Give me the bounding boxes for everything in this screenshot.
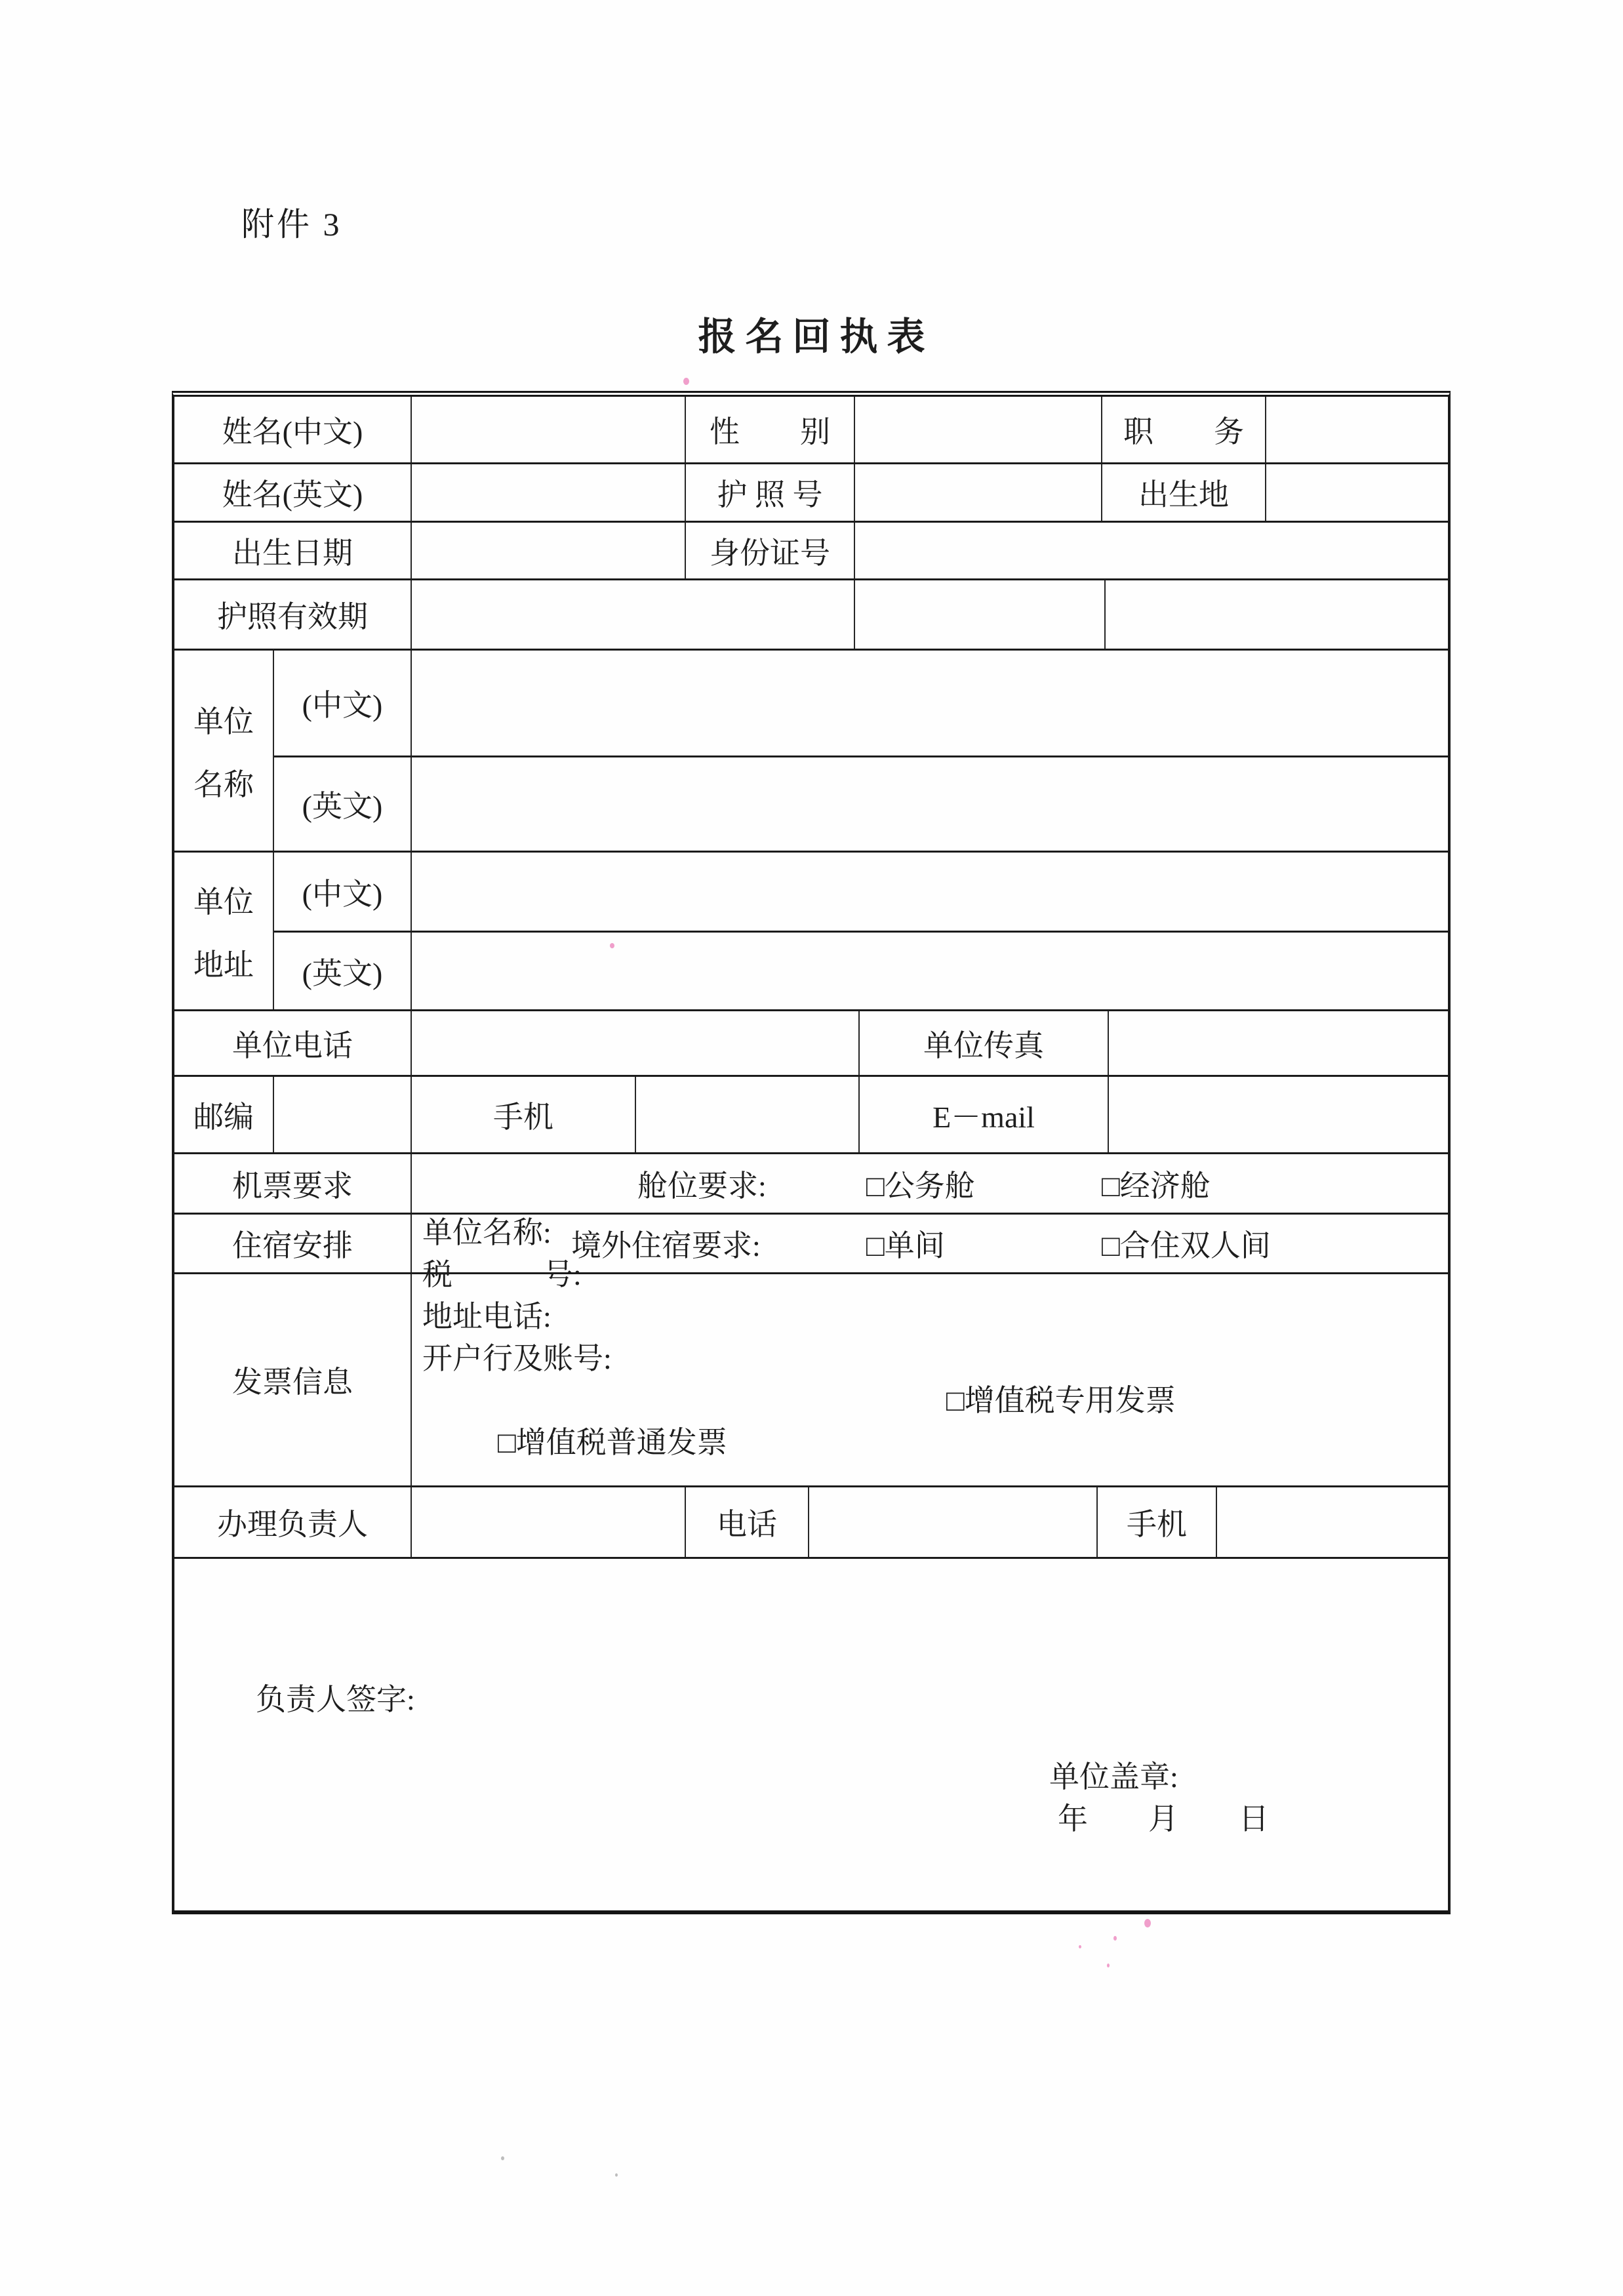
birth-date-value-cell	[412, 523, 686, 578]
email-value-cell	[1109, 1077, 1448, 1152]
invoice-org-name-line: 单位名称:	[422, 1216, 551, 1249]
mobile-value-cell	[636, 1077, 860, 1152]
hotel-label: 住宿安排	[174, 1215, 412, 1272]
table-row-postal	[174, 1077, 1448, 1154]
org-addr-cn-label: (中文)	[274, 853, 412, 931]
handler-tel-label: 电话	[686, 1487, 809, 1557]
org-seal-label: 单位盖章:	[1049, 1760, 1178, 1794]
org-name-subrows	[274, 651, 1448, 851]
responsible-signature-label: 负责人签字:	[256, 1683, 415, 1716]
checkbox-business-class: □公务舱	[866, 1169, 975, 1203]
org-name-cn-value-cell	[412, 651, 1448, 755]
table-section-org-name	[174, 651, 1448, 853]
position-value-cell	[1266, 397, 1448, 462]
org-name-label-line2: 名称	[193, 767, 254, 801]
invoice-addr-tel-line: 地址电话:	[422, 1300, 551, 1333]
handler-mobile-label: 手机	[1098, 1487, 1217, 1557]
org-name-en-label: (英文)	[274, 757, 412, 851]
ticket-options-cell	[412, 1154, 1448, 1213]
org-addr-en-value-cell	[412, 933, 1448, 1009]
name-cn-label: 姓名(中文)	[174, 397, 412, 462]
handler-label: 办理负责人	[174, 1487, 412, 1557]
checkbox-vat-special-invoice: □增值税专用发票	[946, 1384, 1176, 1417]
scan-speck	[1113, 1936, 1117, 1941]
checkbox-economy-class: □经济舱	[1102, 1169, 1211, 1203]
birth-date-label: 出生日期	[174, 523, 412, 578]
invoice-type-line	[422, 1380, 1448, 1548]
org-fax-value-cell	[1109, 1011, 1448, 1075]
org-phone-label: 单位电话	[174, 1011, 412, 1075]
passport-validity-extra-cell-2	[1106, 580, 1448, 649]
gender-label: 性 别	[686, 397, 855, 462]
mobile-label: 手机	[412, 1077, 636, 1152]
postal-value-cell	[274, 1077, 412, 1152]
org-name-label	[174, 651, 274, 851]
org-name-en-value-cell	[412, 757, 1448, 851]
id-number-label: 身份证号	[686, 523, 855, 578]
checkbox-shared-double-room: □合住双人间	[1102, 1229, 1271, 1262]
gender-value-cell	[855, 397, 1102, 462]
invoice-label: 发票信息	[174, 1274, 412, 1485]
overseas-hotel-prompt: 境外住宿要求:	[571, 1229, 761, 1262]
org-addr-label-line2: 地址	[193, 948, 254, 982]
org-phone-value-cell	[412, 1011, 860, 1075]
org-name-cn-label: (中文)	[274, 651, 412, 755]
passport-no-value-cell	[855, 464, 1102, 521]
name-en-value-cell	[412, 464, 686, 521]
form-title: 报名回执表	[698, 315, 934, 358]
checkbox-single-room: □单间	[866, 1229, 945, 1262]
scan-speck	[683, 378, 689, 385]
email-label: E－mail	[860, 1077, 1109, 1152]
table-row-birth	[174, 523, 1448, 580]
org-addr-label-line1: 单位	[193, 885, 254, 919]
invoice-tax-no-line: 税 号:	[422, 1258, 582, 1291]
invoice-bank-account-line: 开户行及账号:	[422, 1342, 612, 1375]
passport-no-label: 护 照 号	[686, 464, 855, 521]
scan-speck	[615, 2173, 618, 2177]
name-en-label: 姓名(英文)	[174, 464, 412, 521]
date-line: 年 月 日	[1058, 1802, 1269, 1836]
org-fax-label: 单位传真	[860, 1011, 1109, 1075]
org-addr-cn-row	[274, 853, 1448, 933]
ticket-label: 机票要求	[174, 1154, 412, 1213]
birthplace-value-cell	[1266, 464, 1448, 521]
scan-speck	[501, 2156, 504, 2160]
checkbox-vat-general-invoice: □增值税普通发票	[498, 1426, 727, 1459]
postal-label: 邮编	[174, 1077, 274, 1152]
cabin-requirement-prompt: 舱位要求:	[637, 1169, 767, 1203]
signature-cell	[174, 1559, 1448, 1910]
scan-speck	[1144, 1919, 1151, 1927]
passport-validity-extra-cell-1	[855, 580, 1106, 649]
table-row-name-en	[174, 464, 1448, 523]
name-cn-value-cell	[412, 397, 686, 462]
org-name-cn-row	[274, 651, 1448, 757]
position-label: 职 务	[1102, 397, 1266, 462]
scan-speck	[1079, 1945, 1081, 1948]
passport-validity-value-cell	[412, 580, 855, 649]
registration-form-table	[172, 391, 1451, 1914]
org-addr-en-row	[274, 933, 1448, 1009]
table-row-org-phone	[174, 1011, 1448, 1077]
id-number-value-cell	[855, 523, 1448, 578]
scan-speck	[610, 943, 614, 948]
org-addr-subrows	[274, 853, 1448, 1009]
org-name-label-line1: 单位	[193, 704, 254, 738]
table-row-passport-validity	[174, 580, 1448, 651]
org-addr-cn-value-cell	[412, 853, 1448, 931]
passport-validity-label: 护照有效期	[174, 580, 412, 649]
org-name-en-row	[274, 757, 1448, 851]
org-addr-en-label: (英文)	[274, 933, 412, 1009]
table-row-ticket	[174, 1154, 1448, 1215]
table-section-org-addr	[174, 853, 1448, 1011]
attachment-label: 附件 3	[241, 206, 342, 243]
scan-speck	[1107, 1964, 1110, 1967]
org-addr-label	[174, 853, 274, 1009]
table-row-name-cn	[174, 397, 1448, 464]
table-row-signature	[174, 1559, 1448, 1910]
birthplace-label: 出生地	[1102, 464, 1266, 521]
